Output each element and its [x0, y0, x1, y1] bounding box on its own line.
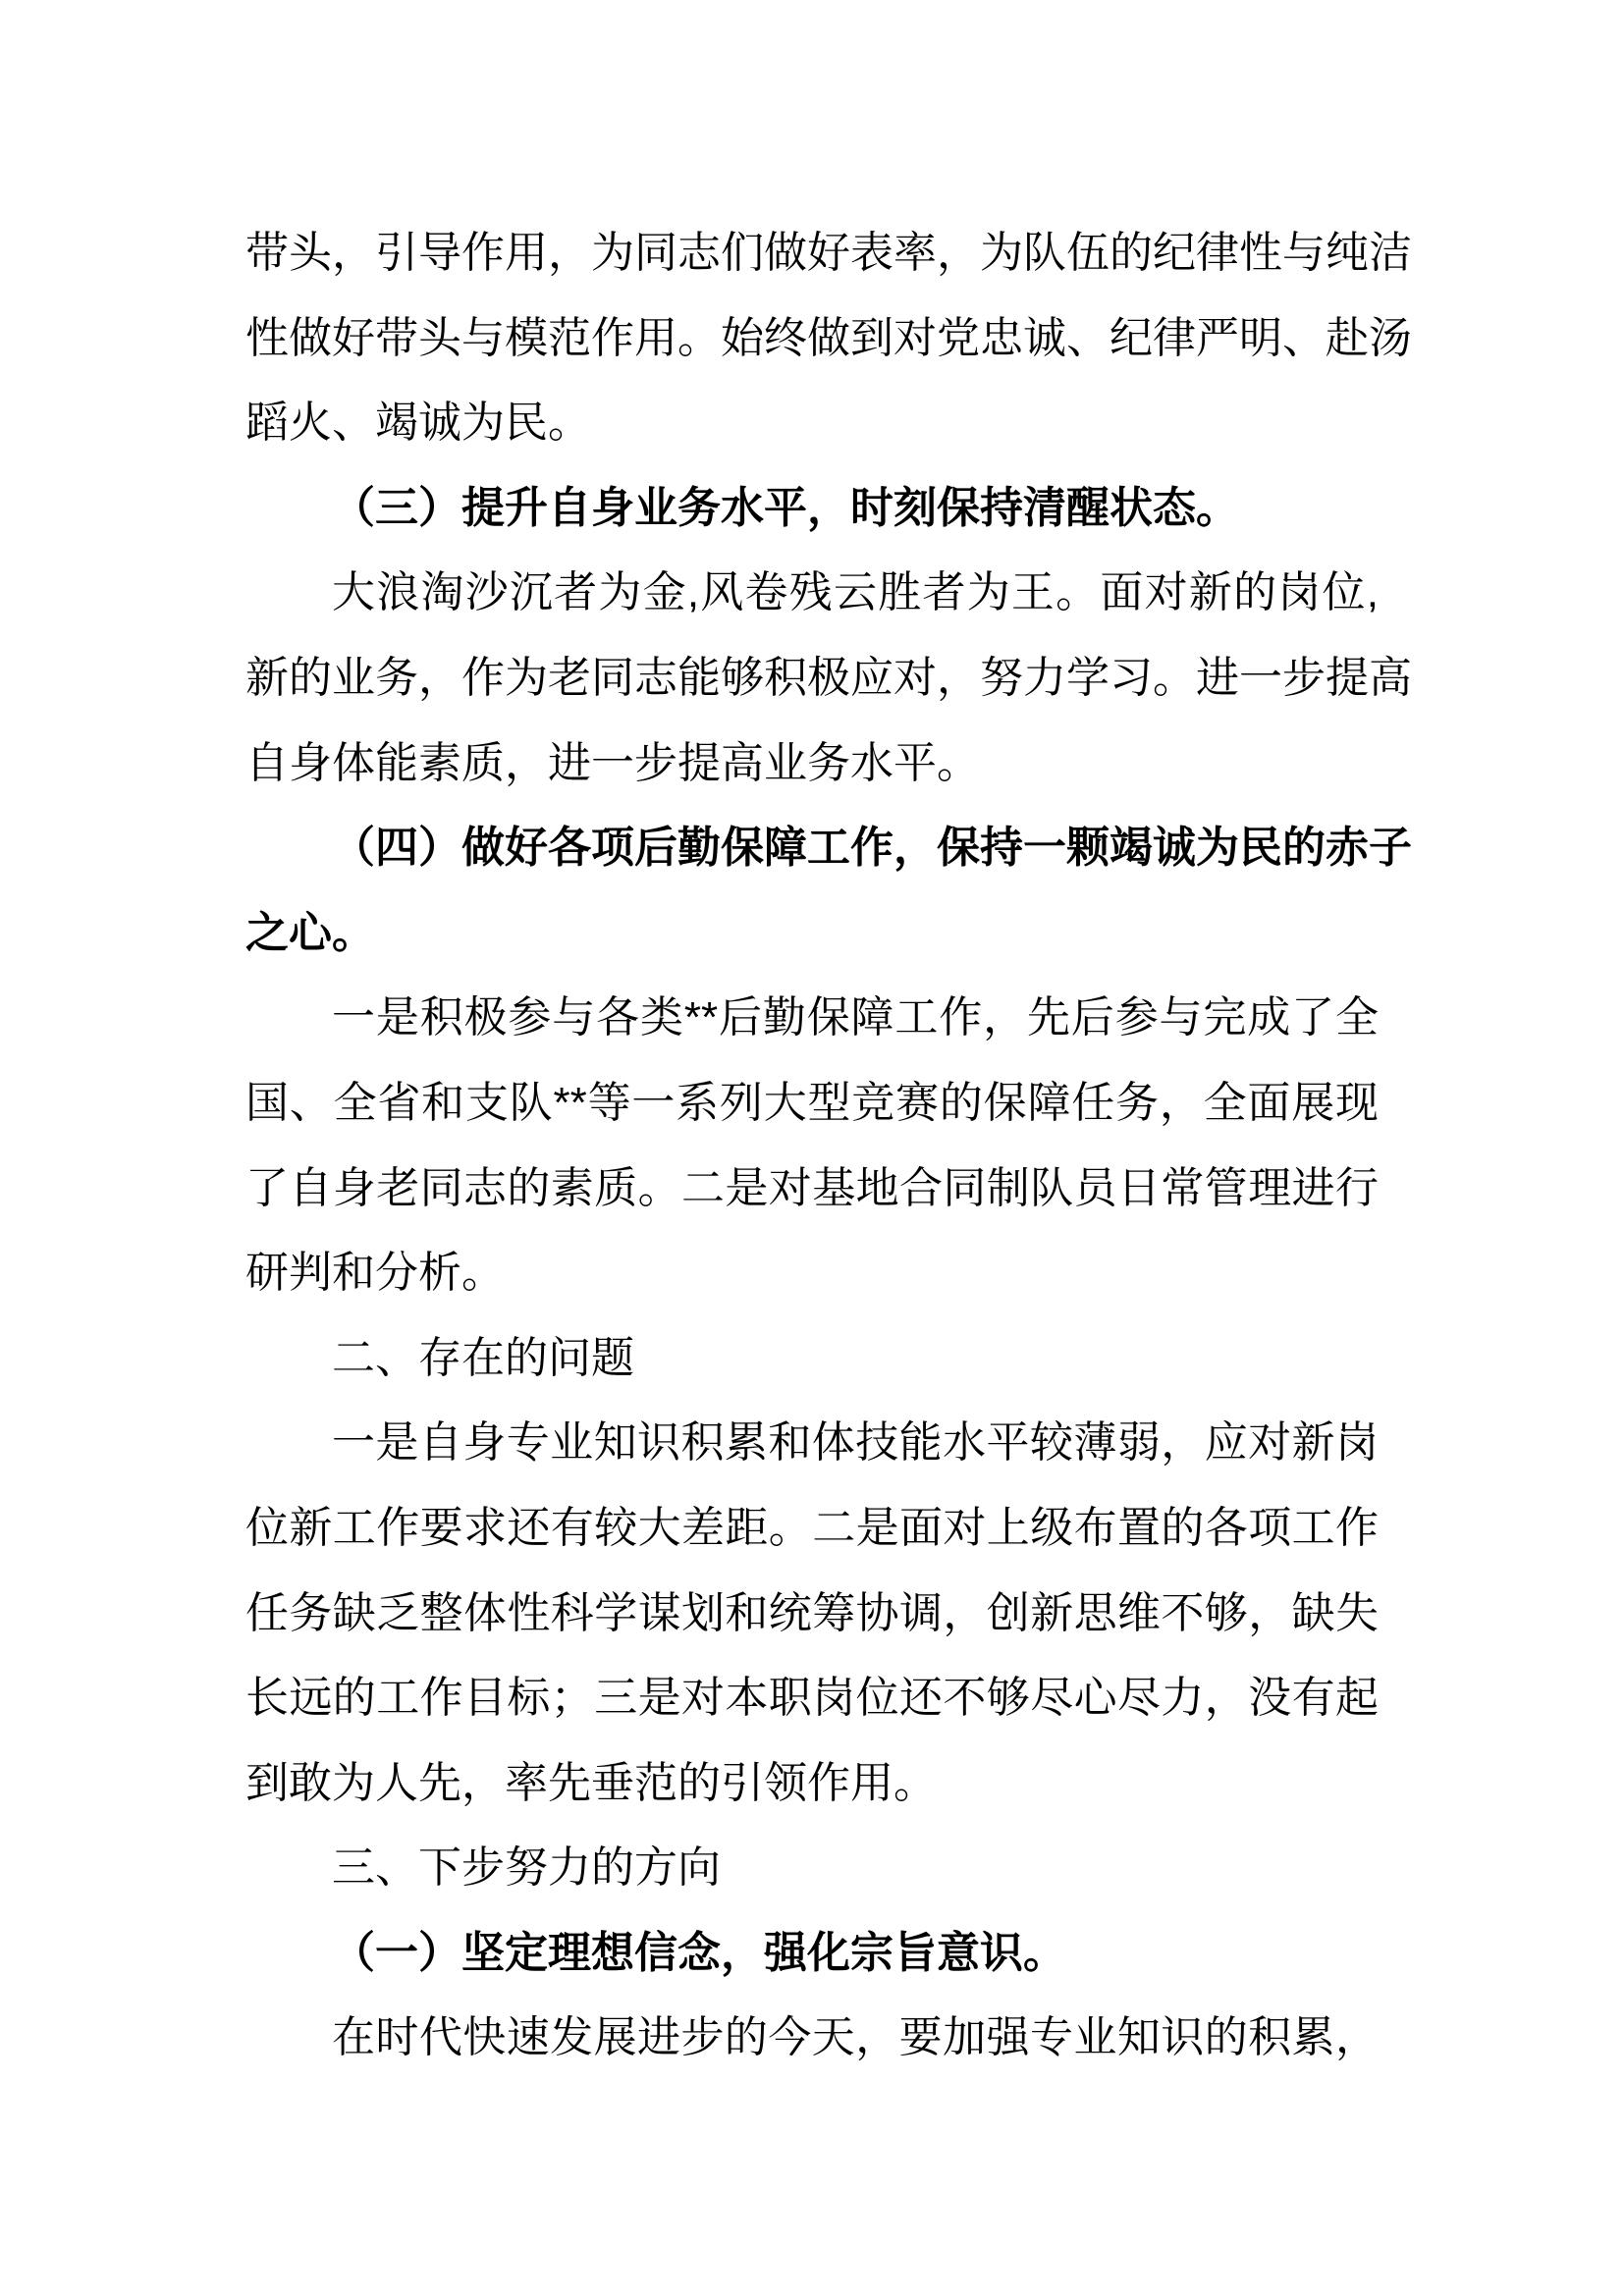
- heading-item-3: [245, 466, 1379, 552]
- text-line: 任务缺乏整体性科学谋划和统筹协调，创新思维不够，缺失: [245, 1588, 1379, 1637]
- text-line: 研判和分析。: [245, 1249, 505, 1298]
- section-title-3: [245, 1826, 1379, 1911]
- heading-item-4: [245, 806, 1412, 976]
- heading-item-1: [245, 1911, 1379, 1997]
- text-line: 长远的工作目标；三是对本职岗位还不够尽心尽力，没有起: [245, 1674, 1379, 1723]
- text-line: （四）做好各项后勤保障工作，保持一颗竭诚为民的赤子: [332, 824, 1412, 873]
- text-line: 蹈火、竭诚为民。: [245, 399, 591, 448]
- text-line: 性做好带头与模范作用。始终做到对党忠诚、纪律严明、赴汤: [245, 313, 1412, 362]
- text-line: 三、下步努力的方向: [332, 1843, 721, 1893]
- text-line: 在时代快速发展进步的今天，要加强专业知识的积累，: [332, 2013, 1379, 2062]
- text-line: 了自身老同志的素质。二是对基地合同制队员日常管理进行: [245, 1163, 1379, 1212]
- text-line: 带头，引导作用，为同志们做好表率，为队伍的纪律性与纯洁: [245, 229, 1412, 277]
- para-section-2-body: [245, 1401, 1379, 1826]
- text-line: 新的业务，作为老同志能够积极应对，努力学习。进一步提高: [245, 653, 1412, 702]
- text-line: 到敢为人先，率先垂范的引领作用。: [245, 1758, 937, 1807]
- para-item-4-body: [245, 976, 1379, 1315]
- text-line: 国、全省和支队**等一系列大型竞赛的保障任务，全面展现: [245, 1078, 1379, 1127]
- para-item-3-body: [245, 551, 1412, 806]
- document-text-block: [245, 211, 1412, 2081]
- text-line: （三）提升自身业务水平，时刻保持清醒状态。: [332, 483, 1239, 532]
- text-line: 一是自身专业知识积累和体技能水平较薄弱，应对新岗: [332, 1418, 1379, 1468]
- text-line: （一）坚定理想信念，强化宗旨意识。: [332, 1928, 1066, 1977]
- text-line: 二、存在的问题: [332, 1333, 634, 1382]
- para-item-1-body: [245, 1996, 1379, 2081]
- para-carryover-model-role: [245, 211, 1412, 466]
- text-line: 之心。: [245, 908, 375, 957]
- text-line: 自身体能素质，进一步提高业务水平。: [245, 738, 980, 787]
- text-line: 一是积极参与各类**后勤保障工作，先后参与完成了全: [332, 993, 1379, 1042]
- text-line: 大浪淘沙沉者为金,风卷残云胜者为王。面对新的岗位,: [332, 568, 1379, 617]
- text-line: 位新工作要求还有较大差距。二是面对上级布置的各项工作: [245, 1503, 1379, 1552]
- section-title-2: [245, 1316, 1379, 1402]
